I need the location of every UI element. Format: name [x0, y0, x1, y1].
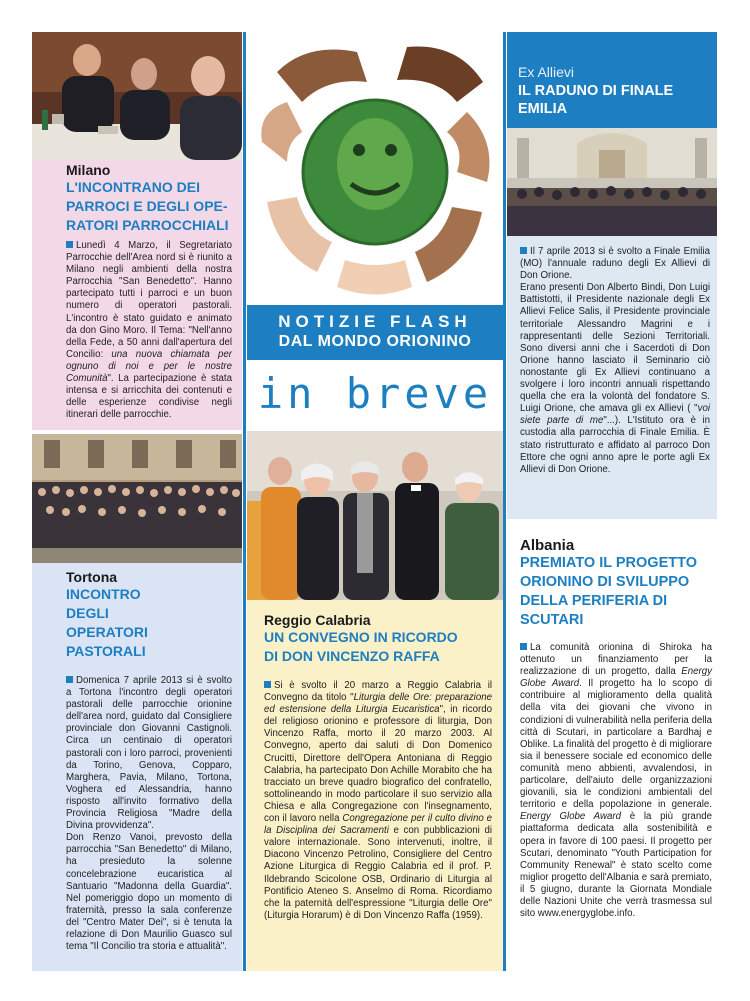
milano-body-italic: una nuova chiamata per ognuno di noi e per le nostre Comunità	[66, 348, 233, 385]
milano-body-part: ". La partecipazione è stata intensa e si arricchita dei contenuti e delle esperienze condivise negli itinerari delle parrocchie.	[66, 373, 232, 421]
tortona-body-part: Don Renzo Vanoi, prevosto della parrocchia "San Benedetto" di Milano, ha presieduto la solenne concelebrazione eucaristica al Santuario "Madonna della Guardia". Nel pomeriggio dopo un momento di fraternità, presso la sala conferenze del "Centro Mater Dei", si è tenuta la relazione di Don Maurilio Guasco sul tema "Il Concilio tra storia e attualità".	[66, 832, 232, 953]
milano-photo	[32, 32, 242, 160]
flash-title	[247, 312, 503, 351]
column-divider-right	[503, 32, 506, 971]
reggio-body	[264, 680, 492, 922]
reggio-headline: UN CONVEGNO IN RICORDO DI DON VINCENZO RAFFA	[264, 629, 458, 664]
reggio-body-part: ", in ricordo del religioso orionino e professore di liturgia, Don Vincenzo Raffa, morto il 20 marzo 2003. Al Convegno, aperto dai saluti di Don Domenico Crucitti, Direttore dell'Opera Antoniana di Reggio Calabria, ha partecipato Don Achille Morabito che ha tracciato un breve quadro biografico del confratello, sottolineando in modo particolare il suo servizio alla Chiesa e alla Congregazione con l'insegnamento, con il lavoro nella	[264, 704, 492, 825]
reggio-article	[264, 612, 492, 922]
in-breve-title: in breve	[257, 369, 493, 418]
tortona-place: Tortona	[66, 569, 118, 585]
albania-place: Albania	[520, 537, 575, 554]
albania-body	[520, 642, 712, 920]
milano-place: Milano	[66, 162, 111, 178]
exallievi-body-part: Erano presenti Don Alberto Bindi, Don Luigi Battistotti, il Presidente nazionale degli Ex Allievi Felice Salis, il Presidente provinciale territoriale Alessandro Magrini e i rappresentanti delle Sezioni Territoriali. Sono diversi anni che i Sacerdoti di Don Orione hanno lasciato il Seminario ciò nonostante gli Ex Allievi continuano a svolgere i loro incontri annuali rispettando quella che era la volontà del fondatore S. Luigi Orione, che amava gli ex Allievi ( "	[520, 282, 710, 415]
tortona-headline: INCONTRO DEGLI OPERATORI PASTORALI	[66, 586, 148, 659]
reggio-place: Reggio Calabria	[264, 612, 371, 628]
bullet-icon	[264, 681, 271, 688]
albania-body-italic: Energy Globe Award	[520, 666, 712, 690]
flash-title-line2: DAL MONDO ORIONINO	[278, 333, 472, 350]
column-divider-left	[243, 32, 246, 971]
reggio-body-italic: Liturgia delle Ore: preparazione ed estensione della Liturgia Eucaristica	[264, 692, 492, 716]
albania-headline: PREMIATO IL PROGETTO ORIONINO DI SVILUPPO DELLA PERIFERIA DI SCUTARI	[520, 555, 697, 628]
reggio-body-part: e con pubblicazioni di valore internazionale. Sono intervenuti, inoltre, il Diacono Vincenzo Petrolino, Consigliere del Centro Azione Liturgica di Reggio Calabria ed il prof. P. Ildebrando Scicolone OSB, Ordinario di Liturgia al Pontificio Ateneo S. Anselmo di Roma. Ricordiamo che la paternità dell'espressione "Liturgia delle Ore" (Liturgia Horarum) è di Don Vincenzo Raffa (1959).	[264, 825, 492, 921]
tortona-photo	[32, 434, 242, 563]
albania-body-italic: Energy Globe Award	[520, 811, 621, 823]
tortona-body-part: Domenica 7 aprile 2013 si è svolto a Tortona l'incontro degli operatori pastorali delle parrocchie orionine dell'area nord, guidato dal Consigliere provinciale don Giovanni Castignoli. Circa un centinaio di operatori pastorali con i loro parroci, provenienti da Torino, Genova, Copparo, Marghera, Pavia, Milano, Tortona, Voghera ed Alessandria, hanno risposto all'invito formativo della Provincia Religiosa "Madre della Divina provvidenza".	[66, 675, 232, 832]
bullet-icon	[66, 241, 73, 248]
albania-body-part: . Il progetto ha lo scopo di contribuire al miglioramento della qualità della vita dei giovani che vivono in condizioni di vulnerabilità nella periferia della città di Scutari, in particolare a Bardhaj e Oblike. La finalità del progetto è di migliorare sia il benessere sociale ed economico delle comunità meno abbienti, avvalendosi, in particolare, dell'aiuto delle organizzazioni giovanili, sia le condizioni ambientali del territorio e della popolazione in generale.	[520, 678, 712, 811]
hands-globe-photo	[247, 32, 503, 305]
flash-title-line1: NOTIZIE FLASH	[278, 312, 472, 331]
exallievi-photo	[507, 128, 717, 236]
albania-body-part: è la più grande piattaforma dedicata alla sostenibilità e opera in favore di 100 paesi. Il progetto per Scutari, denominato "Youth Participation for Community Renewal" è stato scelto come miglior progetto dell'Albania e sarà premiato, il 5 giugno, durante la Giornata Mondiale delle Nazioni Unite che verrà trasmessa sul sito www.energyglobe.info.	[520, 811, 712, 920]
milano-article	[66, 162, 232, 235]
bullet-icon	[520, 247, 527, 254]
exallievi-body-italic: voi siete parte di me	[520, 403, 710, 427]
reggio-body-part: Si è svolto il 20 marzo a Reggio Calabria il Convegno da titolo "	[264, 680, 492, 704]
milano-body	[66, 232, 232, 421]
albania-body-part: La comunità orionina di Shiroka ha ottenuto un finanziamento per la realizzazione di un progetto, dalla	[520, 642, 712, 678]
milano-headline: L'INCONTRANO DEI PARROCI E DEGLI OPE- RATORI PARROCCHIALI	[66, 179, 229, 233]
tortona-body	[66, 675, 232, 953]
albania-article	[520, 537, 712, 920]
tortona-article	[66, 569, 232, 953]
exallievi-body-part: Il 7 aprile 2013 si è svolto a Finale Emilia (MO) l'annuale raduno degli Ex Allievi di Don Orione.	[520, 246, 710, 282]
reggio-body-italic: Congregazione per il culto divino e la Disciplina dei Sacramenti	[264, 813, 492, 837]
milano-body-part: Lunedì 4 Marzo, il Segretariato Parrocchie dell'Area nord si è riunito a Milano negli ambienti della nostra Parrocchia "San Benedetto". Hanno partecipato tutti i parroci e un buon numero di operatori pastorali. L'incontro è stato guidato e animato da don Gino Moro. Il Tema: "Nell'anno della Fede, a 50 anni dall'apertura del Concilio:	[66, 240, 232, 360]
reggio-photo	[247, 431, 503, 600]
exallievi-body-part: "...). L'Istituto ora è in custodia alla parrocchia di Finale Emilia. È stato ristrutturato e affidato al parroco Don Ettore che ogni anno apre le porte agli Ex Allievi di Don Orione.	[520, 415, 710, 475]
exallievi-headline: IL RADUNO DI FINALE EMILIA	[518, 83, 674, 117]
exallievi-body	[520, 238, 710, 476]
exallievi-tag: Ex Allievi	[518, 64, 575, 80]
bullet-icon	[520, 643, 527, 650]
bullet-icon	[66, 676, 73, 683]
